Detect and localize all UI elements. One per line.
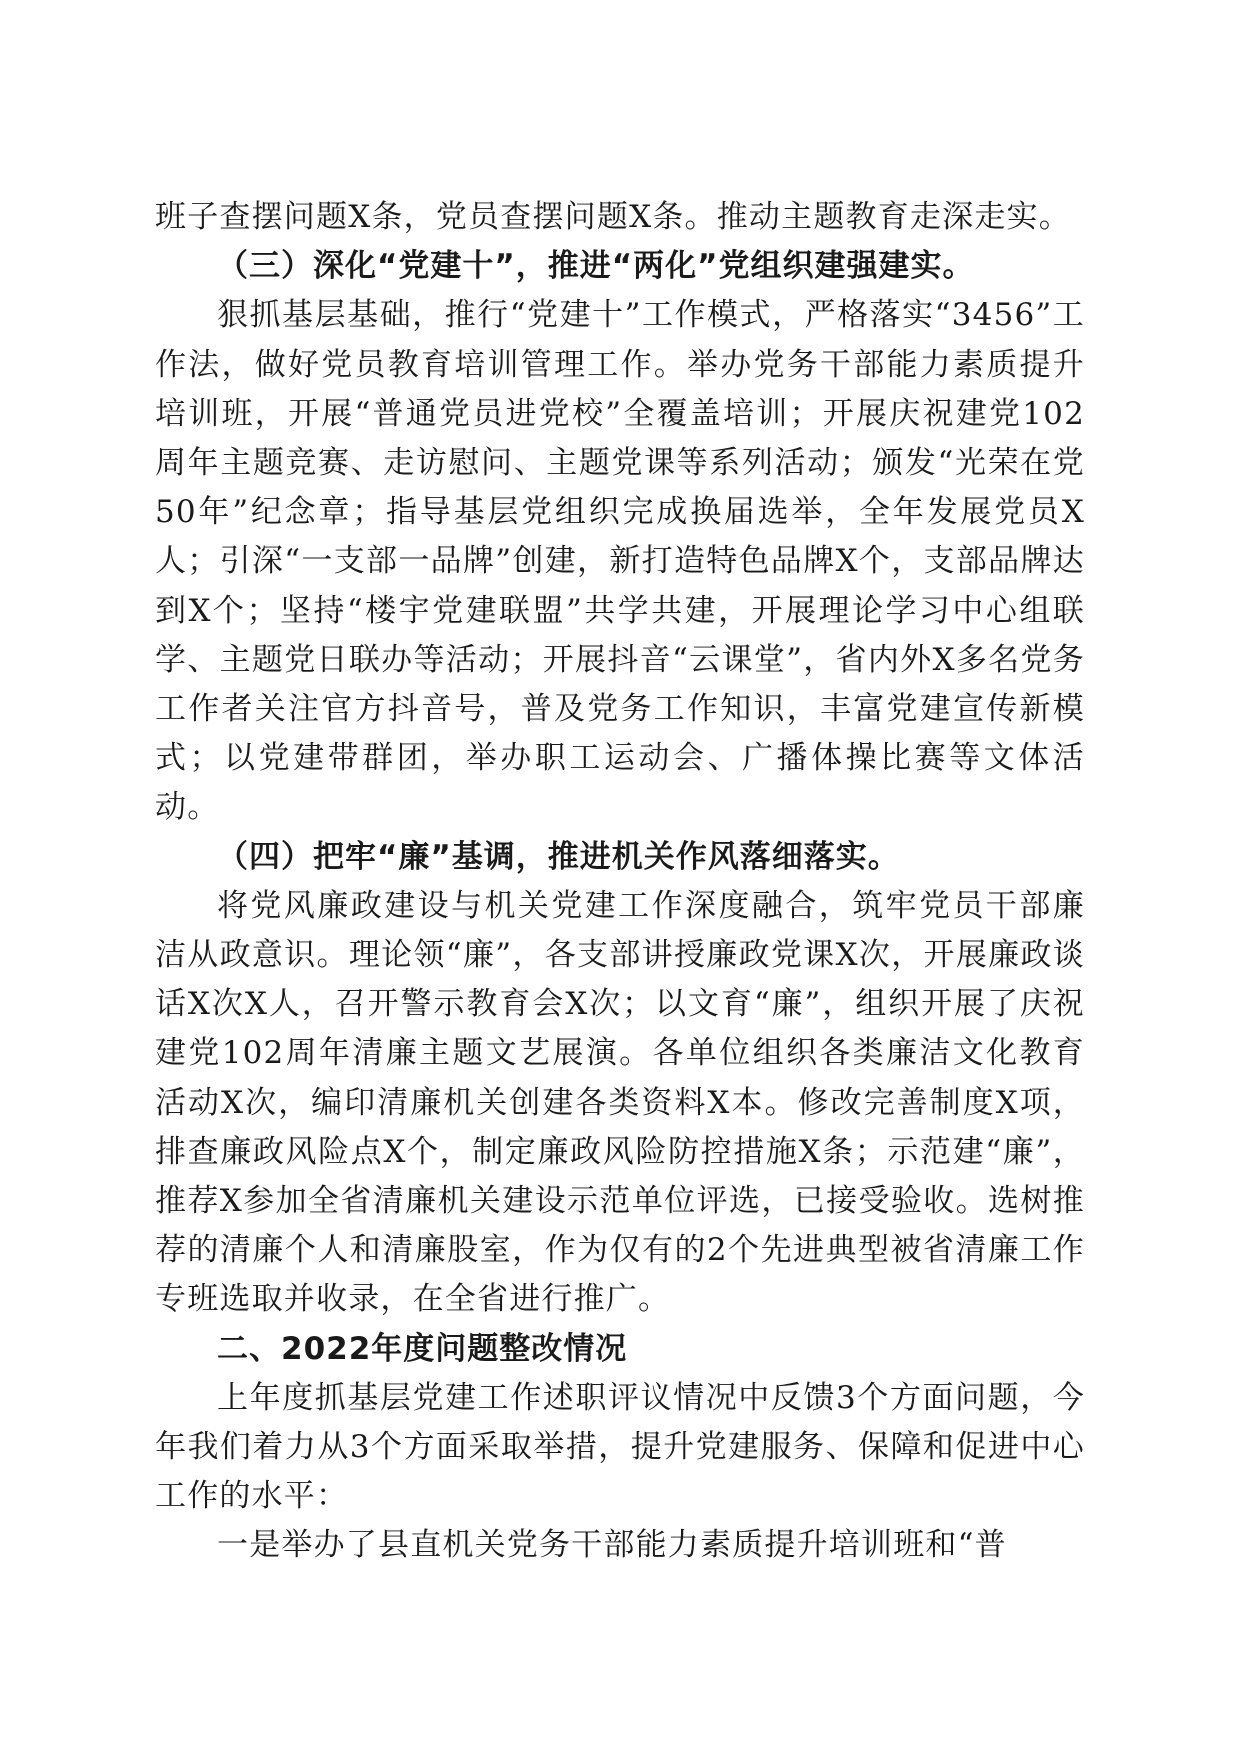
heading-section-3: （三）深化“党建十”，推进“两化”党组织建强建实。 — [217, 248, 975, 285]
paragraph-section-4: 将党风廉政建设与机关党建工作深度融合，筑牢党员干部廉洁从政意识。理论领“廉”，各支部讲授廉政党课X次，开展廉政谈话X次X人，召开警示教育会X次；以文育“廉”，组织开展了庆祝建党102周年清廉主题文艺展演。各单位组织各类廉洁文化教育活动X次，编印清廉机关创建各类资料X本。修改完善制度X项，排查廉政风险点X个，制定廉政风险防控措施X条；示范建“廉”，推荐X参加全省清廉机关建设示范单位评选，已接受验收。选树推荐的清廉个人和清廉股室，作为仅有的2个先进典型被省清廉工作专班选取并收录，在全省进行推广。 — [155, 887, 1085, 1318]
paragraph-section-3: 狠抓基层基础，推行“党建十”工作模式，严格落实“3456”工作法，做好党员教育培训管理工作。举办党务干部能力素质提升培训班，开展“普通党员进党校”全覆盖培训；开展庆祝建党102周年主题竞赛、走访慰问、主题党课等系列活动；颁发“光荣在党50年”纪念章；指导基层党组织完成换届选举，全年发展党员X人；引深“一支部一品牌”创建，新打造特色品牌X个，支部品牌达到X个；坚持“楼宇党建联盟”共学共建，开展理论学习中心组联学、主题党日联办等活动；开展抖音“云课堂”，省内外X多名党务工作者关注官方抖音号，普及党务工作知识，丰富党建宣传新模式；以党建带群团，举办职工运动会、广播体操比赛等文体活动。 — [155, 297, 1085, 826]
heading-part-2: 二、2022年度问题整改情况 — [217, 1330, 628, 1367]
document-page — [155, 193, 1085, 1571]
paragraph-continuation: 班子查摆问题X条，党员查摆问题X条。推动主题教育走深走实。 — [155, 199, 1071, 235]
paragraph-rectification-first: 一是举办了县直机关党务干部能力素质提升培训班和“普 — [217, 1527, 1007, 1564]
paragraph-rectification-intro: 上年度抓基层党建工作述职评议情况中反馈3个方面问题，今年我们着力从3个方面采取举措，提升党建服务、保障和促进中心工作的水平： — [155, 1379, 1085, 1515]
heading-section-4: （四）把牢“廉”基调，推进机关作风落细落实。 — [217, 838, 900, 875]
